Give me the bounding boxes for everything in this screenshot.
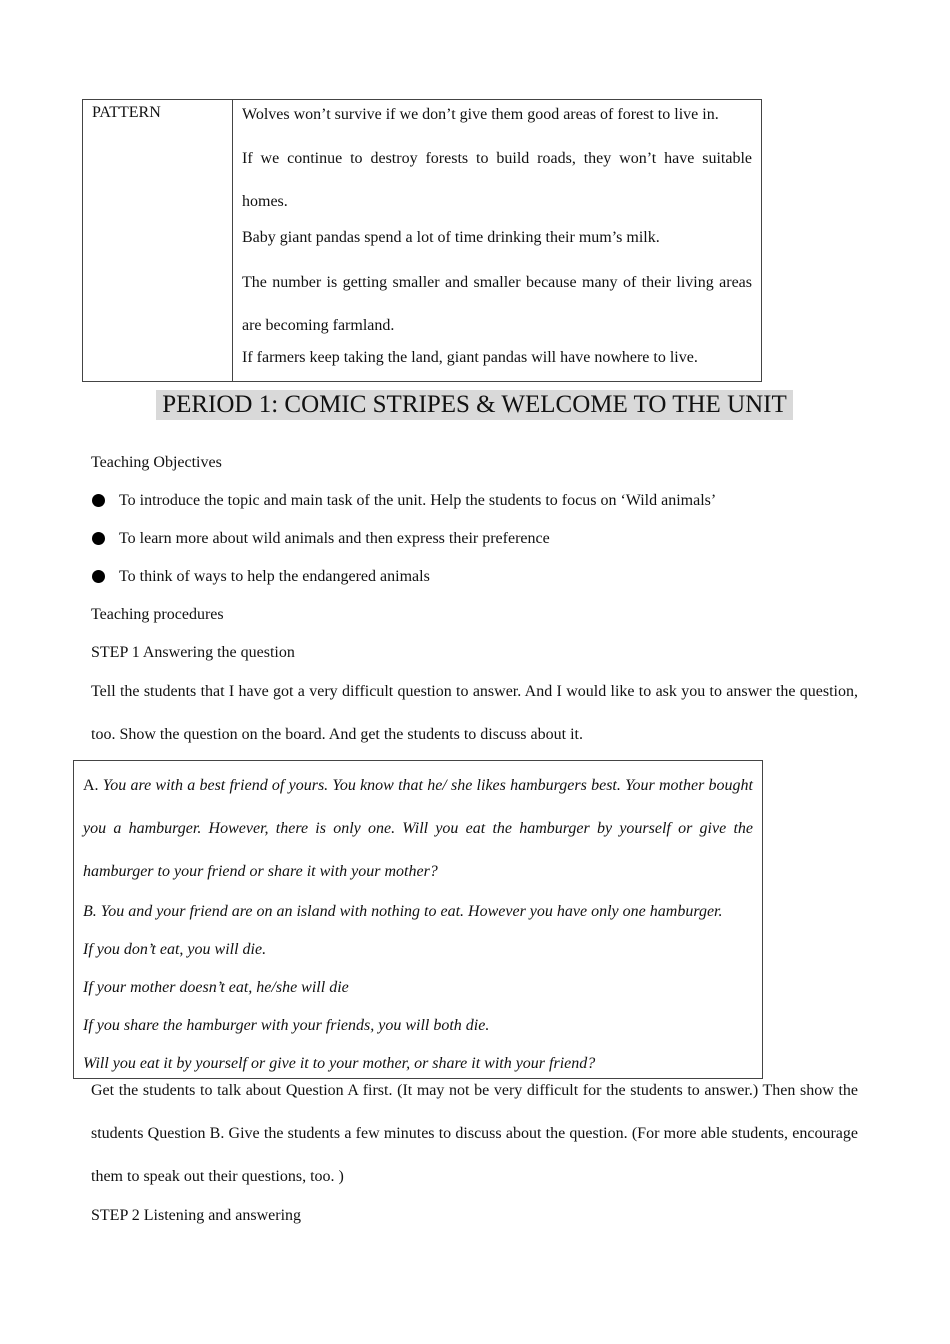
period-title: PERIOD 1: COMIC STRIPES & WELCOME TO THE UNIT <box>156 390 793 420</box>
question-b-line: If your mother doesn’t eat, he/she will die <box>83 979 349 996</box>
step1-heading: STEP 1 Answering the question <box>91 644 295 661</box>
step2-heading: STEP 2 Listening and answering <box>91 1207 302 1224</box>
objective-item: To learn more about wild animals and then express their preference <box>119 530 550 547</box>
procedures-heading: Teaching procedures <box>91 606 224 623</box>
pattern-line: If we continue to destroy forests to build roads, they won’t have suitable homes. <box>242 150 752 210</box>
question-b-line: B. You and your friend are on an island with nothing to eat. However you have only one hamburger. <box>83 903 723 920</box>
question-a <box>83 764 753 893</box>
pattern-table <box>82 99 762 382</box>
after-question-text: Get the students to talk about Question A first. (It may not be very difficult for the students to answer.) Then show the students Question B. Give the students a few minutes to discuss about the question. (For more able students, encourage them to speak out their questions, too. ) <box>91 1082 858 1185</box>
pattern-label: PATTERN <box>83 100 233 382</box>
pattern-line: The number is getting smaller and smaller because many of their living areas are becoming farmland. <box>242 274 752 334</box>
pattern-examples <box>233 100 762 382</box>
question-b-line: Will you eat it by yourself or give it to your mother, or share it with your friend? <box>83 1055 596 1072</box>
objective-item: To introduce the topic and main task of the unit. Help the students to focus on ‘Wild animals’ <box>119 492 717 509</box>
question-a-text: You are with a best friend of yours. You know that he/ she likes hamburgers best. Your mother bought you a hamburger. However, there is only one. Will you eat the hamburger by yourself or give the hamburger to your friend or share it with your mother? <box>83 777 753 880</box>
bullet-icon <box>92 570 105 583</box>
question-b-line: If you don’t eat, you will die. <box>83 941 267 958</box>
objective-item: To think of ways to help the endangered animals <box>119 568 430 585</box>
question-b-line: If you share the hamburger with your friends, you will both die. <box>83 1017 490 1034</box>
bullet-icon <box>92 532 105 545</box>
pattern-line: Wolves won’t survive if we don’t give them good areas of forest to live in. <box>242 106 719 123</box>
bullet-icon <box>92 494 105 507</box>
pattern-line: Baby giant pandas spend a lot of time drinking their mum’s milk. <box>242 229 660 246</box>
objectives-heading: Teaching Objectives <box>91 454 222 471</box>
question-a-label: A. <box>83 777 103 794</box>
question-box <box>73 760 763 1079</box>
step1-intro: Tell the students that I have got a very difficult question to answer. And I would like to ask you to answer the question, too. Show the question on the board. And get the students to discuss about it. <box>91 683 858 743</box>
pattern-line: If farmers keep taking the land, giant pandas will have nowhere to live. <box>242 349 698 366</box>
